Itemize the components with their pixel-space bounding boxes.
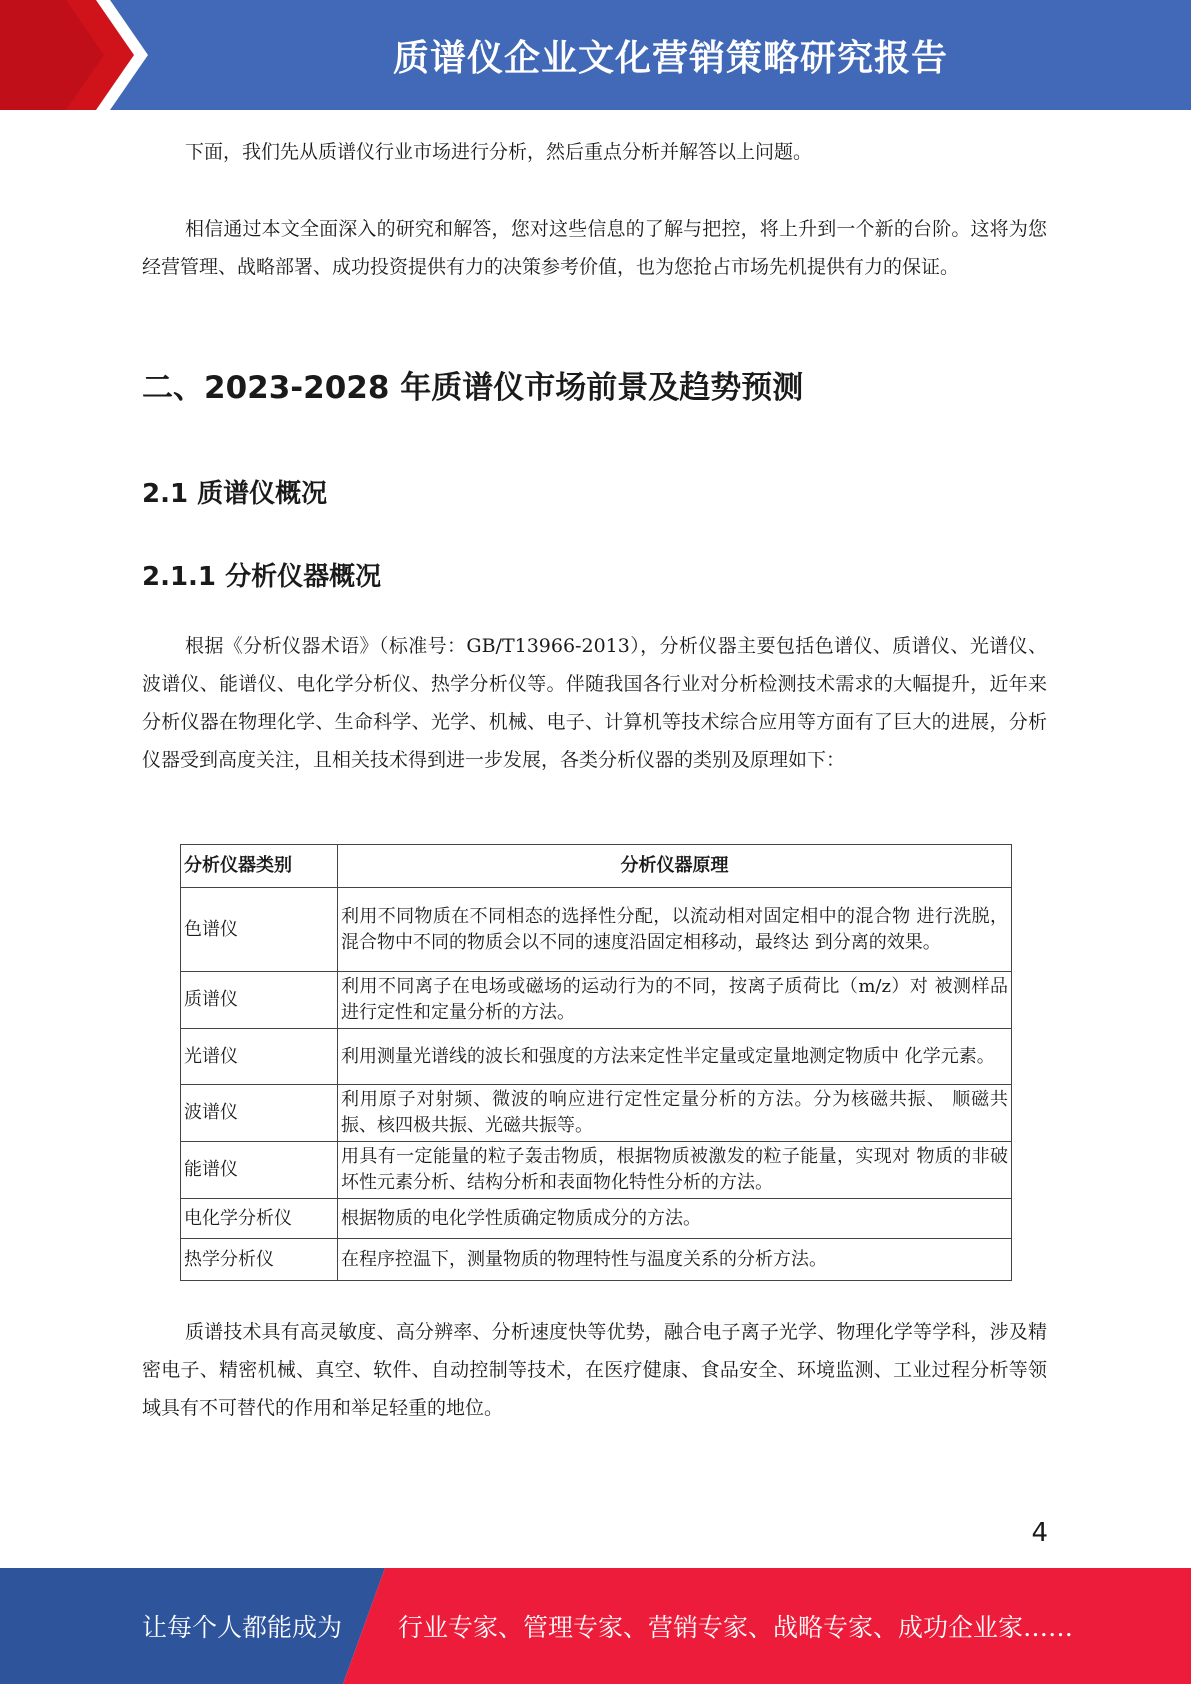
intro-paragraph: 下面，我们先从质谱仪行业市场进行分析，然后重点分析并解答以上问题。 [185,141,813,163]
section-heading: 二、2023-2028 年质谱仪市场前景及趋势预测 [142,370,804,406]
mass-spec-paragraph: 质谱技术具有高灵敏度、高分辨率、分析速度快等优势，融合电子离子光学、物理化学等学科，涉及精密电子、精密机械、真空、软件、自动控制等技术，在医疗健康、食品安全、环境监测、工业过程分析等领域具有不可替代的作用和举足轻重的地位。 [142,1321,1047,1419]
subsubsection-heading: 2.1.1 分析仪器概况 [142,562,382,592]
page-footer [0,1568,1191,1684]
table-row [181,1142,1012,1199]
table-header-row [181,845,1012,888]
arrow-icon [0,0,160,110]
instrument-type-cell: 质谱仪 [181,972,338,1029]
instrument-principle-cell: 利用测量光谱线的波长和强度的方法来定性半定量或定量地测定物质中 化学元素。 [338,1029,1012,1085]
instrument-principle-cell: 根据物质的电化学性质确定物质成分的方法。 [338,1199,1012,1239]
instrument-principle-cell: 利用原子对射频、微波的响应进行定性定量分析的方法。分为核磁共振、 顺磁共振、核四极共振、光磁共振等。 [338,1085,1012,1142]
instrument-table [180,844,1012,1281]
page-number: 4 [1031,1518,1048,1548]
column-header-principle: 分析仪器原理 [338,845,1012,888]
instrument-type-cell: 能谱仪 [181,1142,338,1199]
document-title: 质谱仪企业文化营销策略研究报告 [392,37,948,79]
instrument-type-cell: 光谱仪 [181,1029,338,1085]
table-row [181,1085,1012,1142]
instrument-principle-cell: 利用不同物质在不同相态的选择性分配，以流动相对固定相中的混合物 进行洗脱，混合物中不同的物质会以不同的速度沿固定相移动，最终达 到分离的效果。 [338,888,1012,972]
table-row [181,972,1012,1029]
belief-paragraph: 相信通过本文全面深入的研究和解答，您对这些信息的了解与把控，将上升到一个新的台阶。这将为您经营管理、战略部署、成功投资提供有力的决策参考价值，也为您抢占市场先机提供有力的保证。 [142,218,1047,278]
instrument-type-cell: 热学分析仪 [181,1239,338,1281]
instruments-paragraph: 根据《分析仪器术语》（标准号：GB/T13966-2013），分析仪器主要包括色谱仪、质谱仪、光谱仪、波谱仪、能谱仪、电化学分析仪、热学分析仪等。伴随我国各行业对分析检测技术需求的大幅提升，近年来分析仪器在物理化学、生命科学、光学、机械、电子、计算机等技术综合应用等方面有了巨大的进展，分析仪器受到高度关注，且相关技术得到进一步发展，各类分析仪器的类别及原理如下： [142,635,1047,771]
instrument-type-cell: 电化学分析仪 [181,1199,338,1239]
instrument-principle-cell: 在程序控温下，测量物质的物理特性与温度关系的分析方法。 [338,1239,1012,1281]
footer-slogan-right: 行业专家、管理专家、营销专家、战略专家、成功企业家…… [398,1613,1074,1642]
subsection-heading: 2.1 质谱仪概况 [142,479,328,509]
instrument-principle-cell: 利用不同离子在电场或磁场的运动行为的不同，按离子质荷比（m/z）对 被测样品进行定性和定量分析的方法。 [338,972,1012,1029]
table-row [181,1199,1012,1239]
page-header [0,0,1191,110]
instrument-principle-cell: 用具有一定能量的粒子轰击物质，根据物质被激发的粒子能量，实现对 物质的非破坏性元素分析、结构分析和表面物化特性分析的方法。 [338,1142,1012,1199]
instrument-type-cell: 色谱仪 [181,888,338,972]
footer-slogan-left: 让每个人都能成为 [142,1613,343,1642]
table-row [181,1029,1012,1085]
table-row [181,1239,1012,1281]
table-row [181,888,1012,972]
instrument-type-cell: 波谱仪 [181,1085,338,1142]
column-header-type: 分析仪器类别 [181,845,338,888]
